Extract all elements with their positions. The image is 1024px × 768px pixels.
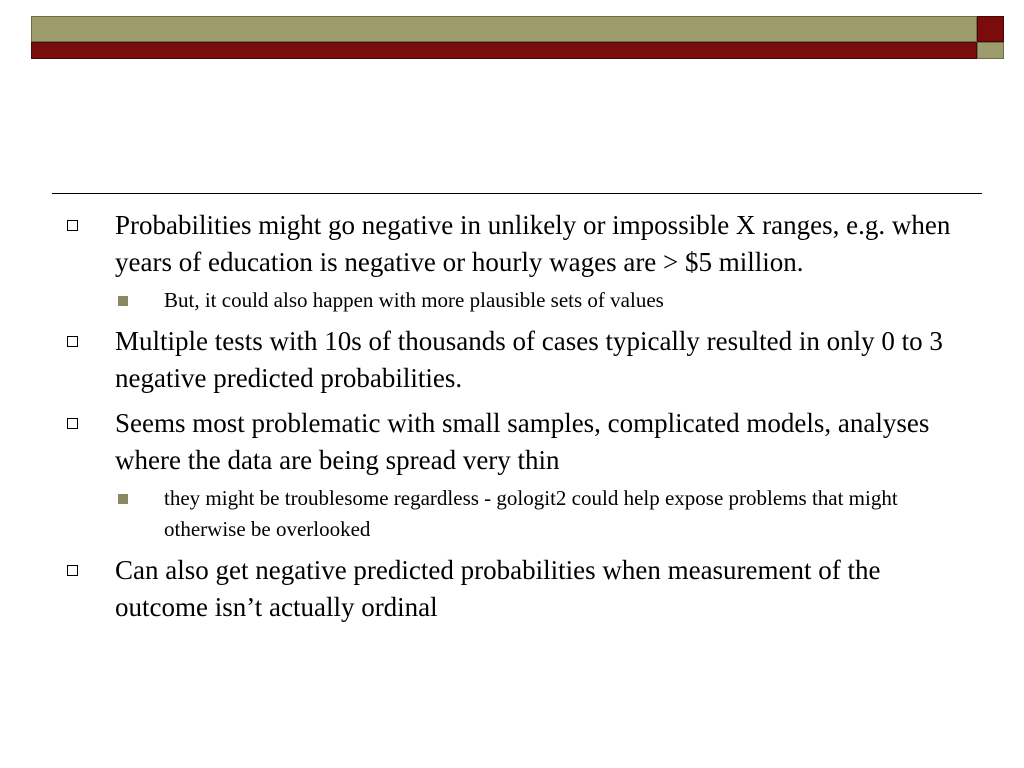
solid-square-icon bbox=[118, 494, 128, 504]
banner-maroon-square bbox=[977, 16, 1004, 42]
hollow-square-icon bbox=[67, 565, 78, 576]
sub-bullet-text: But, it could also happen with more plausible sets of values bbox=[164, 288, 664, 312]
bullet-text: Seems most problematic with small samples, complicated models, analyses where the data are being spread very thin bbox=[115, 408, 930, 475]
title-divider bbox=[52, 193, 982, 194]
decorative-banner bbox=[0, 0, 1024, 60]
sub-bullet-item bbox=[60, 483, 960, 545]
hollow-square-icon bbox=[67, 336, 78, 347]
bullet-text: Multiple tests with 10s of thousands of cases typically resulted in only 0 to 3 negative predicted probabilities. bbox=[115, 326, 943, 393]
banner-olive-bar bbox=[31, 16, 977, 42]
bullet-item bbox=[60, 552, 960, 626]
hollow-square-icon bbox=[67, 418, 78, 429]
slide-body bbox=[60, 207, 960, 634]
bullet-item bbox=[60, 207, 960, 281]
hollow-square-icon bbox=[67, 220, 78, 231]
bullet-item bbox=[60, 323, 960, 397]
banner-maroon-bar bbox=[31, 42, 977, 59]
sub-bullet-text: they might be troublesome regardless - gologit2 could help expose problems that might otherwise be overlooked bbox=[164, 486, 898, 541]
bullet-text: Can also get negative predicted probabilities when measurement of the outcome isn’t actually ordinal bbox=[115, 555, 881, 622]
solid-square-icon bbox=[118, 296, 128, 306]
sub-bullet-item bbox=[60, 285, 960, 316]
bullet-item bbox=[60, 405, 960, 479]
bullet-text: Probabilities might go negative in unlikely or impossible X ranges, e.g. when years of education is negative or hourly wages are > $5 million. bbox=[115, 210, 951, 277]
banner-olive-square bbox=[977, 42, 1004, 59]
